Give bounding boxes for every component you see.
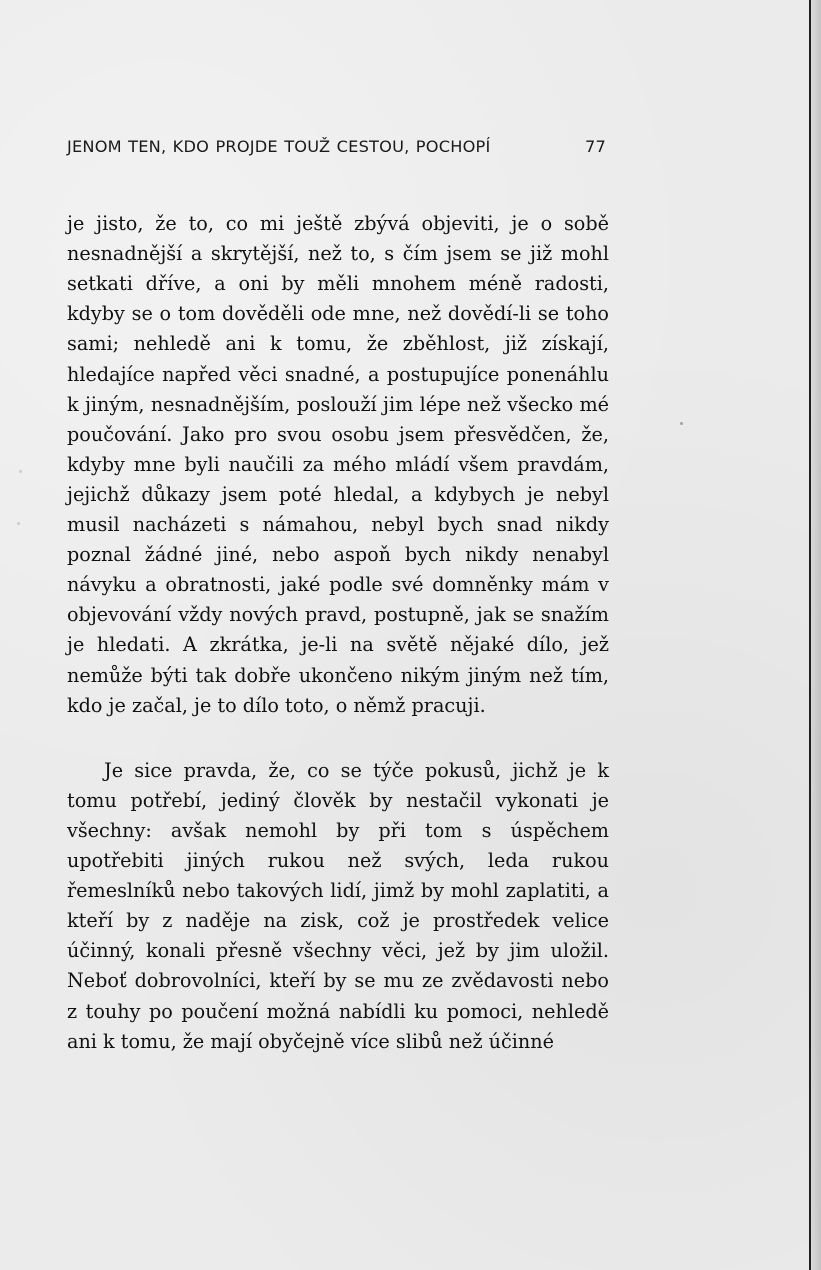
page-text: [67, 179, 609, 1087]
paragraph-2: Je sice pravda, že, co se týče pokusů, jichž je k tomu potřebí, jediný člověk by nestačil vykonati je všechny: avšak nemohl by při tom s úspěchem upotřebiti jiných rukou než svých, leda rukou řemeslníků nebo takových lidí, jimž by mohl zaplatiti, a kteří by z naděje na zisk, což je prostředek velice účinný, konali přesně všechny věci, jež by jim uložil. Neboť dobrovolníci, kteří by se mu ze zvědavosti nebo z touhy po poučení možná nabídli ku pomoci, nehledě ani k tomu, že mají obyčejně více slibů než účinné: [67, 758, 609, 1053]
running-header: [67, 137, 606, 156]
page-edge-line: [809, 0, 811, 1270]
paper-speck: [680, 422, 683, 425]
paper-speck: [17, 522, 20, 525]
paragraph-1: je jisto, že to, co mi ještě zbývá objeviti, je o sobě nesnadnější a skrytější, než to, s čím jsem se již mohl setkati dříve, a oni by měli mnohem méně radosti, kdyby se o tom dověděli ode mne, než dovědí-li se toho sami; nehledě ani k tomu, že zběhlost, již získají, hledajíce napřed věci snadné, a postupujíce ponenáhlu k jiným, nesnadnějším, poslouží jim lépe než všecko mé poučování. Jako pro svou osobu jsem přesvědčen, že, kdyby mne byli naučili za mého mládí všem pravdám, jejichž důkazy jsem poté hledal, a kdybych je nebyl musil nacházeti s námahou, nebyl bych snad nikdy poznal žádné jiné, nebo aspoň bych nikdy nenabyl návyku a obratnosti, jaké podle své domněnky mám v objevování vždy nových pravd, postupně, jak se snažím je hledati. A zkrátka, je-li na světě nějaké dílo, jež nemůže býti tak dobře ukončeno nikým jiným než tím, kdo je začal, je to dílo toto, o němž pracuji.: [67, 212, 609, 717]
header-title: JENOM TEN, KDO PROJDE TOUŽ CESTOU, POCHOPÍ: [67, 137, 491, 156]
paper-speck: [19, 470, 22, 473]
page-number: 77: [585, 137, 606, 156]
